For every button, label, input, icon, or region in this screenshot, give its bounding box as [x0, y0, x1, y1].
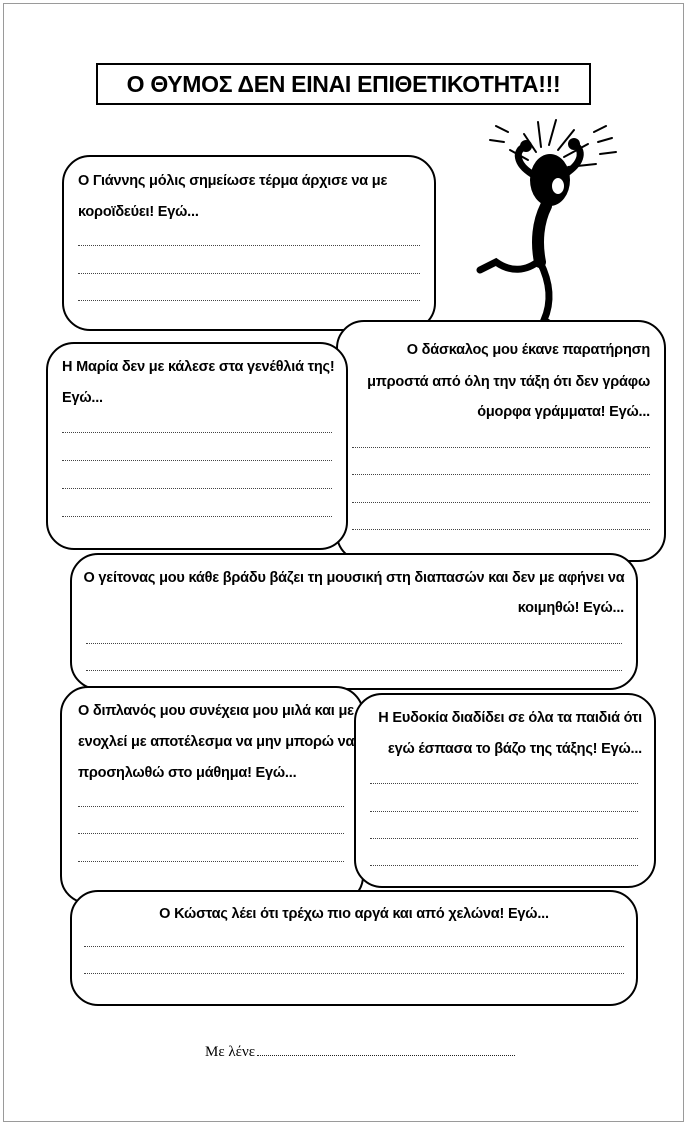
name-dotted-line[interactable]	[257, 1043, 515, 1056]
answer-line[interactable]	[84, 946, 624, 947]
prompt-evdokia-line-2: εγώ έσπασα το βάζο της τάξης! Εγώ...	[387, 741, 642, 757]
answer-line[interactable]	[78, 833, 344, 834]
answer-line[interactable]	[370, 811, 638, 812]
name-signature-line[interactable]	[205, 1043, 525, 1061]
answer-line[interactable]	[86, 670, 622, 671]
answer-line[interactable]	[370, 838, 638, 839]
prompt-teacher-line-1: Ο δάσκαλος μου έκανε παρατήρηση	[406, 342, 650, 358]
prompt-neighbor-line-2: κοιμηθώ! Εγώ...	[517, 600, 624, 616]
prompt-kostas-line-1: Ο Κώστας λέει ότι τρέχω πιο αργά και από χελώνα! Εγώ...	[159, 906, 549, 922]
prompt-giannis-line-1: Ο Γιάννης μόλις σημείωσε τέρμα άρχισε να με	[78, 173, 388, 189]
prompt-neighbor-line-1: Ο γείτονας μου κάθε βράδυ βάζει τη μουσική στη διαπασών και δεν με αφήνει να	[83, 570, 625, 586]
answer-line[interactable]	[78, 273, 420, 274]
answer-line[interactable]	[62, 460, 332, 461]
answer-line[interactable]	[78, 806, 344, 807]
answer-line[interactable]	[370, 783, 638, 784]
answer-line[interactable]	[86, 643, 622, 644]
angry-stick-figure-icon	[466, 112, 641, 334]
answer-line[interactable]	[352, 447, 650, 448]
prompt-teacher-line-2: μπροστά από όλη την τάξη ότι δεν γράφω	[367, 374, 650, 390]
prompt-deskmate-line-2: ενοχλεί με αποτέλεσμα να μην μπορώ να	[78, 734, 355, 750]
name-label: Με λένε	[205, 1044, 256, 1060]
prompt-teacher-line-3: όμορφα γράμματα! Εγώ...	[477, 404, 650, 420]
prompt-giannis-line-2: κοροϊδεύει! Εγώ...	[78, 204, 199, 220]
answer-line[interactable]	[84, 973, 624, 974]
answer-line[interactable]	[78, 245, 420, 246]
answer-line[interactable]	[78, 861, 344, 862]
answer-line[interactable]	[352, 529, 650, 530]
answer-line[interactable]	[352, 502, 650, 503]
answer-line[interactable]	[370, 865, 638, 866]
answer-line[interactable]	[352, 474, 650, 475]
prompt-evdokia-line-1: Η Ευδοκία διαδίδει σε όλα τα παιδιά ότι	[378, 710, 642, 726]
prompt-maria-line-2: Εγώ...	[62, 390, 103, 406]
prompt-deskmate-line-3: προσηλωθώ στο μάθημα! Εγώ...	[78, 765, 297, 781]
prompt-deskmate-line-1: Ο διπλανός μου συνέχεια μου μιλά και με	[78, 703, 354, 719]
prompt-maria-line-1: Η Μαρία δεν με κάλεσε στα γενέθλιά της!	[62, 359, 335, 375]
answer-line[interactable]	[62, 432, 332, 433]
answer-line[interactable]	[62, 516, 332, 517]
worksheet-title: Ο ΘΥΜΟΣ ΔΕΝ ΕΙΝΑΙ ΕΠΙΘΕΤΙΚΟΤΗΤΑ!!!	[96, 63, 591, 105]
answer-line[interactable]	[78, 300, 420, 301]
answer-line[interactable]	[62, 488, 332, 489]
